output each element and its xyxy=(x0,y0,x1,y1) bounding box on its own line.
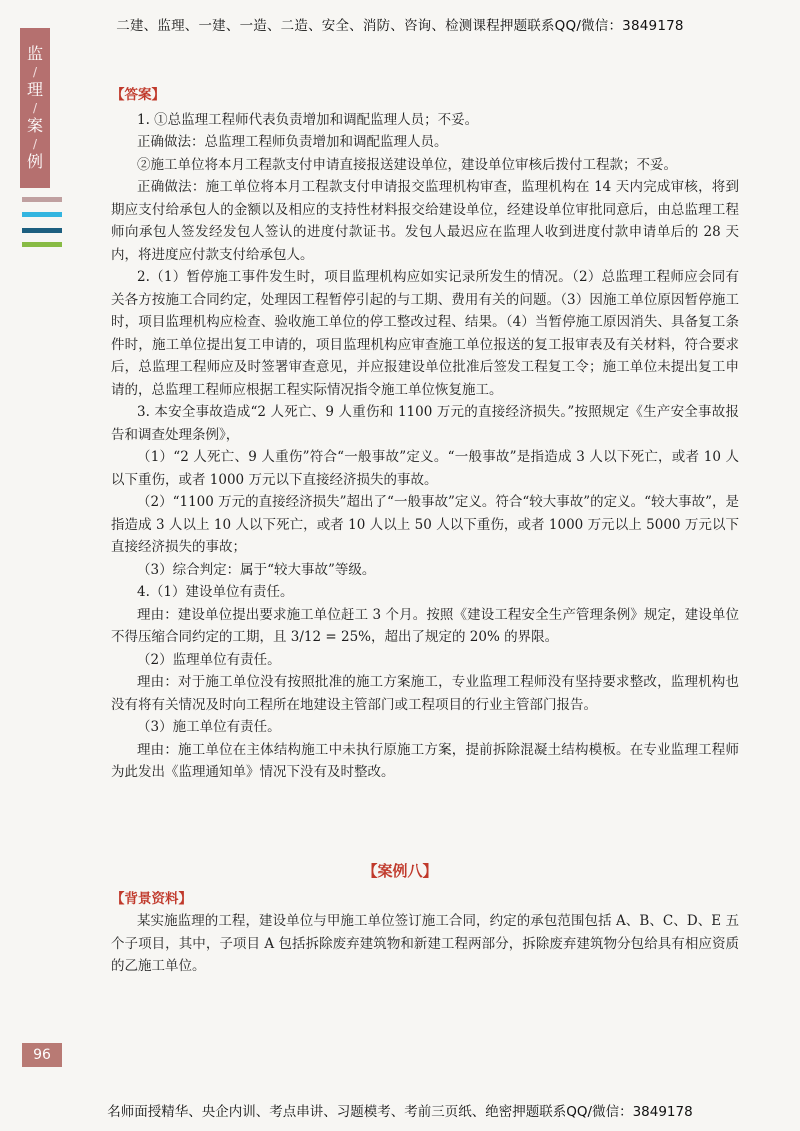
background-paragraph: 某实施监理的工程，建设单位与甲施工单位签订施工合同，约定的承包范围包括 A、B、C、D、E 五个子项目，其中，子项目 A 包括拆除废弃建筑物和新建工程两部分，拆除废弃建筑物分包给具有相应资质的乙施工单位。 xyxy=(111,913,739,974)
side-tab-separator: / xyxy=(32,137,38,151)
page-number: 96 xyxy=(22,1043,62,1067)
side-tab-char: 例 xyxy=(26,152,43,171)
background-section xyxy=(111,910,739,978)
answer-section xyxy=(111,84,739,784)
decor-stripe xyxy=(22,228,62,233)
answer-label: 【答案】 xyxy=(111,87,165,103)
answer-paragraph: 2.（1）暂停施工事件发生时，项目监理机构应如实记录所发生的情况。（2）总监理工程师应会同有关各方按施工合同约定，处理因工程暂停引起的与工期、费用有关的问题。（3）因施工单位原因暂停施工时，项目监理机构应检查、验收施工单位的停工整改过程、结果。（4）当暂停施工原因消失、具备复工条件时，施工单位提出复工申请的，项目监理机构应审查施工单位报送的复工报审表及有关材料，符合要求后，总监理工程师应及时签署审查意见，并应报建设单位批准后签发工程复工令；施工单位未提出复工申请的，总监理工程师应根据工程实际情况指令施工单位恢复施工。 xyxy=(111,269,739,398)
decor-stripe xyxy=(22,242,62,247)
answer-paragraph: 正确做法：施工单位将本月工程款支付申请报交监理机构审查，监理机构在 14 天内完成审核，将到期应支付给承包人的金额以及相应的支持性材料报交给建设单位，经建设单位审批同意后，由总监理工程师向承包人签发经发包人签认的进度付款证书。发包人最迟应在监理人收到进度付款申请单后的 28 天内，将进度应付款支付给承包人。 xyxy=(111,179,739,263)
case-title: 【案例八】 xyxy=(362,862,438,880)
side-tab-char: 监 xyxy=(26,44,43,63)
answer-paragraph: 4.（1）建设单位有责任。 xyxy=(137,584,294,600)
side-tab-separator: / xyxy=(32,65,38,79)
answer-paragraph: 理由：施工单位在主体结构施工中未执行原施工方案，提前拆除混凝土结构模板。在专业监理工程师为此发出《监理通知单》情况下没有及时整改。 xyxy=(111,741,739,780)
answer-paragraph: 理由：建设单位提出要求施工单位赶工 3 个月。按照《建设工程安全生产管理条例》规定，建设单位不得压缩合同约定的工期，且 3/12 = 25%，超出了规定的 20% 的界限。 xyxy=(111,606,739,645)
decor-stripe xyxy=(22,197,62,202)
decor-stripe xyxy=(22,212,62,217)
answer-paragraph: （3）综合判定：属于“较大事故”等级。 xyxy=(137,561,376,578)
footer-promo-text: 名师面授精华、央企内训、考点串讲、习题模考、考前三页纸、绝密押题联系QQ/微信：3849178 xyxy=(107,1104,693,1120)
answer-paragraph: （3）施工单位有责任。 xyxy=(137,719,281,735)
answer-paragraph: ②施工单位将本月工程款支付申请直接报送建设单位，建设单位审核后拨付工程款；不妥。 xyxy=(137,156,677,173)
header-promo-text: 二建、监理、一建、一造、二造、安全、消防、咨询、检测课程押题联系QQ/微信：3849178 xyxy=(116,18,684,34)
answer-paragraph: （2）监理单位有责任。 xyxy=(137,651,281,668)
side-tab-char: 案 xyxy=(26,116,43,135)
background-label: 【背景资料】 xyxy=(111,891,192,907)
side-tab-char: 理 xyxy=(26,80,43,99)
answer-paragraph: 正确做法：总监理工程师负责增加和调配监理人员。 xyxy=(137,134,448,150)
section-side-tab xyxy=(20,28,50,188)
side-tab-separator: / xyxy=(32,101,38,115)
answer-paragraph: （1）“2 人死亡、9 人重伤”符合“一般事故”定义。“一般事故”是指造成 3 人以下死亡，或者 10 人以下重伤，或者 1000 万元以下直接经济损失的事故。 xyxy=(111,449,739,488)
answer-paragraph: 3. 本安全事故造成“2 人死亡、9 人重伤和 1100 万元的直接经济损失。”按照规定《生产安全事故报告和调查处理条例》， xyxy=(111,404,739,443)
answer-paragraph: （2）“1100 万元的直接经济损失”超出了“一般事故”定义。符合“较大事故”的定义。“较大事故”，是指造成 3 人以上 10 人以下死亡，或者 10 人以上 50 人以下重伤，或者 1000 万元以上 5000 万元以下直接经济损失的事故； xyxy=(111,494,739,555)
answer-paragraph: 1. ①总监理工程师代表负责增加和调配监理人员；不妥。 xyxy=(137,111,479,128)
answer-paragraph: 理由：对于施工单位没有按照批准的施工方案施工，专业监理工程师没有坚持要求整改，监理机构也没有将有关情况及时向工程所在地建设主管部门或工程项目的行业主管部门报告。 xyxy=(111,674,739,713)
